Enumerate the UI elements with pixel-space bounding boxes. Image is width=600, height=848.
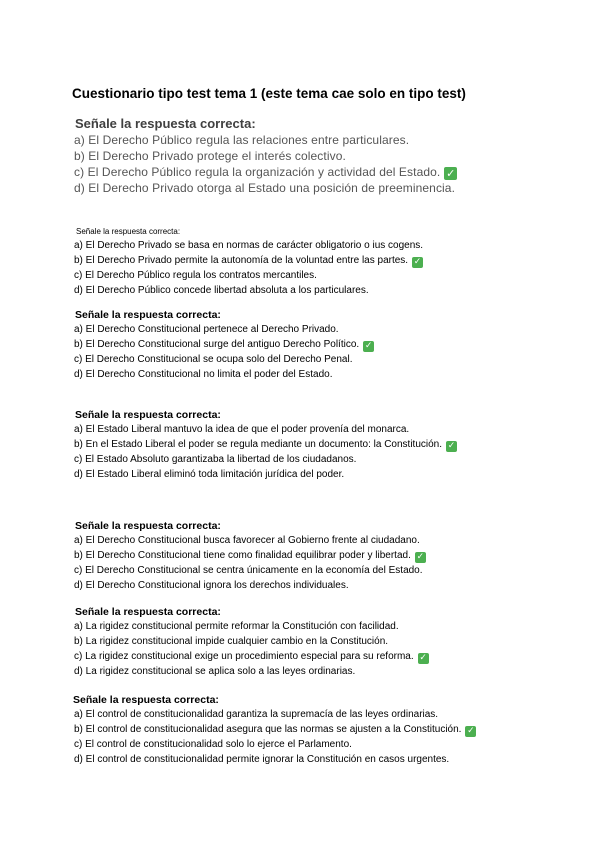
option-text: b) La rigidez constitucional impide cualquier cambio en la Constitución. <box>74 636 389 647</box>
question-5 <box>74 519 574 593</box>
option-b <box>74 437 574 452</box>
option-a <box>74 422 574 437</box>
option-a <box>74 619 574 634</box>
option-text: d) El Derecho Constitucional ignora los derechos individuales. <box>74 580 349 591</box>
option-a <box>74 322 574 337</box>
option-text: d) El control de constitucionalidad permite ignorar la Constitución en casos urgentes. <box>74 754 450 765</box>
option-text: a) El Derecho Privado se basa en normas de carácter obligatorio o ius cogens. <box>74 240 424 251</box>
option-text: a) El control de constitucionalidad garantiza la supremacía de las leyes ordinarias. <box>74 709 439 720</box>
check-mark-icon <box>465 726 476 737</box>
option-text: c) El Estado Absoluto garantizaba la libertad de los ciudadanos. <box>74 454 357 465</box>
check-mark-icon <box>444 167 457 180</box>
option-d <box>74 578 574 593</box>
option-a <box>74 533 574 548</box>
question-heading: Señale la respuesta correcta: <box>75 606 221 618</box>
check-mark-icon <box>415 552 426 563</box>
option-text: c) El Derecho Público regula la organización y actividad del Estado. <box>74 165 441 179</box>
option-text: b) El control de constitucionalidad asegura que las normas se ajusten a la Constitución. <box>74 724 462 735</box>
question-3 <box>74 308 574 382</box>
option-text: c) El Derecho Constitucional se ocupa solo del Derecho Penal. <box>74 354 353 365</box>
option-b <box>74 337 574 352</box>
option-text: c) El Derecho Constitucional se centra únicamente en la economía del Estado. <box>74 565 423 576</box>
option-b <box>74 722 572 737</box>
option-c <box>74 563 574 578</box>
option-d <box>74 283 574 298</box>
question-1 <box>74 116 574 196</box>
option-a <box>74 132 574 148</box>
option-text: b) El Derecho Privado protege el interés colectivo. <box>74 149 346 163</box>
option-text: b) El Derecho Constitucional surge del antiguo Derecho Político. <box>74 339 360 350</box>
check-mark-icon <box>446 441 457 452</box>
option-d <box>74 180 574 196</box>
option-c <box>74 737 572 752</box>
option-d <box>74 664 574 679</box>
question-4 <box>74 408 574 482</box>
option-c <box>74 452 574 467</box>
option-a <box>74 238 574 253</box>
option-b <box>74 634 574 649</box>
option-b <box>74 253 574 268</box>
option-text: a) El Derecho Constitucional pertenece al Derecho Privado. <box>74 324 339 335</box>
option-text: a) El Derecho Público regula las relaciones entre particulares. <box>74 133 410 147</box>
option-text: d) El Derecho Público concede libertad absoluta a los particulares. <box>74 285 369 296</box>
option-text: b) En el Estado Liberal el poder se regula mediante un documento: la Constitución. <box>74 439 443 450</box>
question-6 <box>74 605 574 679</box>
option-text: a) El Derecho Constitucional busca favorecer al Gobierno frente al ciudadano. <box>74 535 420 546</box>
question-heading: Señale la respuesta correcta: <box>76 227 181 236</box>
option-c <box>74 649 574 664</box>
option-a <box>74 707 572 722</box>
option-d <box>74 752 572 767</box>
option-text: d) El Derecho Constitucional no limita el poder del Estado. <box>74 369 333 380</box>
question-heading: Señale la respuesta correcta: <box>73 694 219 706</box>
option-c <box>74 352 574 367</box>
option-text: b) El Derecho Constitucional tiene como finalidad equilibrar poder y libertad. <box>74 550 411 561</box>
option-b <box>74 548 574 563</box>
check-mark-icon <box>412 257 423 268</box>
question-2 <box>74 226 574 298</box>
option-d <box>74 467 574 482</box>
option-text: b) El Derecho Privado permite la autonomía de la voluntad entre las partes. <box>74 255 409 266</box>
question-heading: Señale la respuesta correcta: <box>75 116 256 131</box>
option-text: d) La rigidez constitucional se aplica solo a las leyes ordinarias. <box>74 666 356 677</box>
question-7 <box>72 693 572 767</box>
option-text: d) El Derecho Privado otorga al Estado una posición de preeminencia. <box>74 181 456 195</box>
question-heading: Señale la respuesta correcta: <box>75 409 221 421</box>
question-heading: Señale la respuesta correcta: <box>75 309 221 321</box>
option-text: c) El control de constitucionalidad solo lo ejerce el Parlamento. <box>74 739 352 750</box>
option-text: a) La rigidez constitucional permite reformar la Constitución con facilidad. <box>74 621 399 632</box>
option-d <box>74 367 574 382</box>
check-mark-icon <box>363 341 374 352</box>
option-c <box>74 268 574 283</box>
document-title: Cuestionario tipo test tema 1 (este tema cae solo en tipo test) <box>72 86 466 101</box>
option-text: c) La rigidez constitucional exige un procedimiento especial para su reforma. <box>74 651 414 662</box>
option-b <box>74 148 574 164</box>
check-mark-icon <box>418 653 429 664</box>
option-c <box>74 164 574 180</box>
option-text: d) El Estado Liberal eliminó toda limitación jurídica del poder. <box>74 469 345 480</box>
option-text: c) El Derecho Público regula los contratos mercantiles. <box>74 270 317 281</box>
question-heading: Señale la respuesta correcta: <box>75 520 221 532</box>
option-text: a) El Estado Liberal mantuvo la idea de que el poder provenía del monarca. <box>74 424 410 435</box>
